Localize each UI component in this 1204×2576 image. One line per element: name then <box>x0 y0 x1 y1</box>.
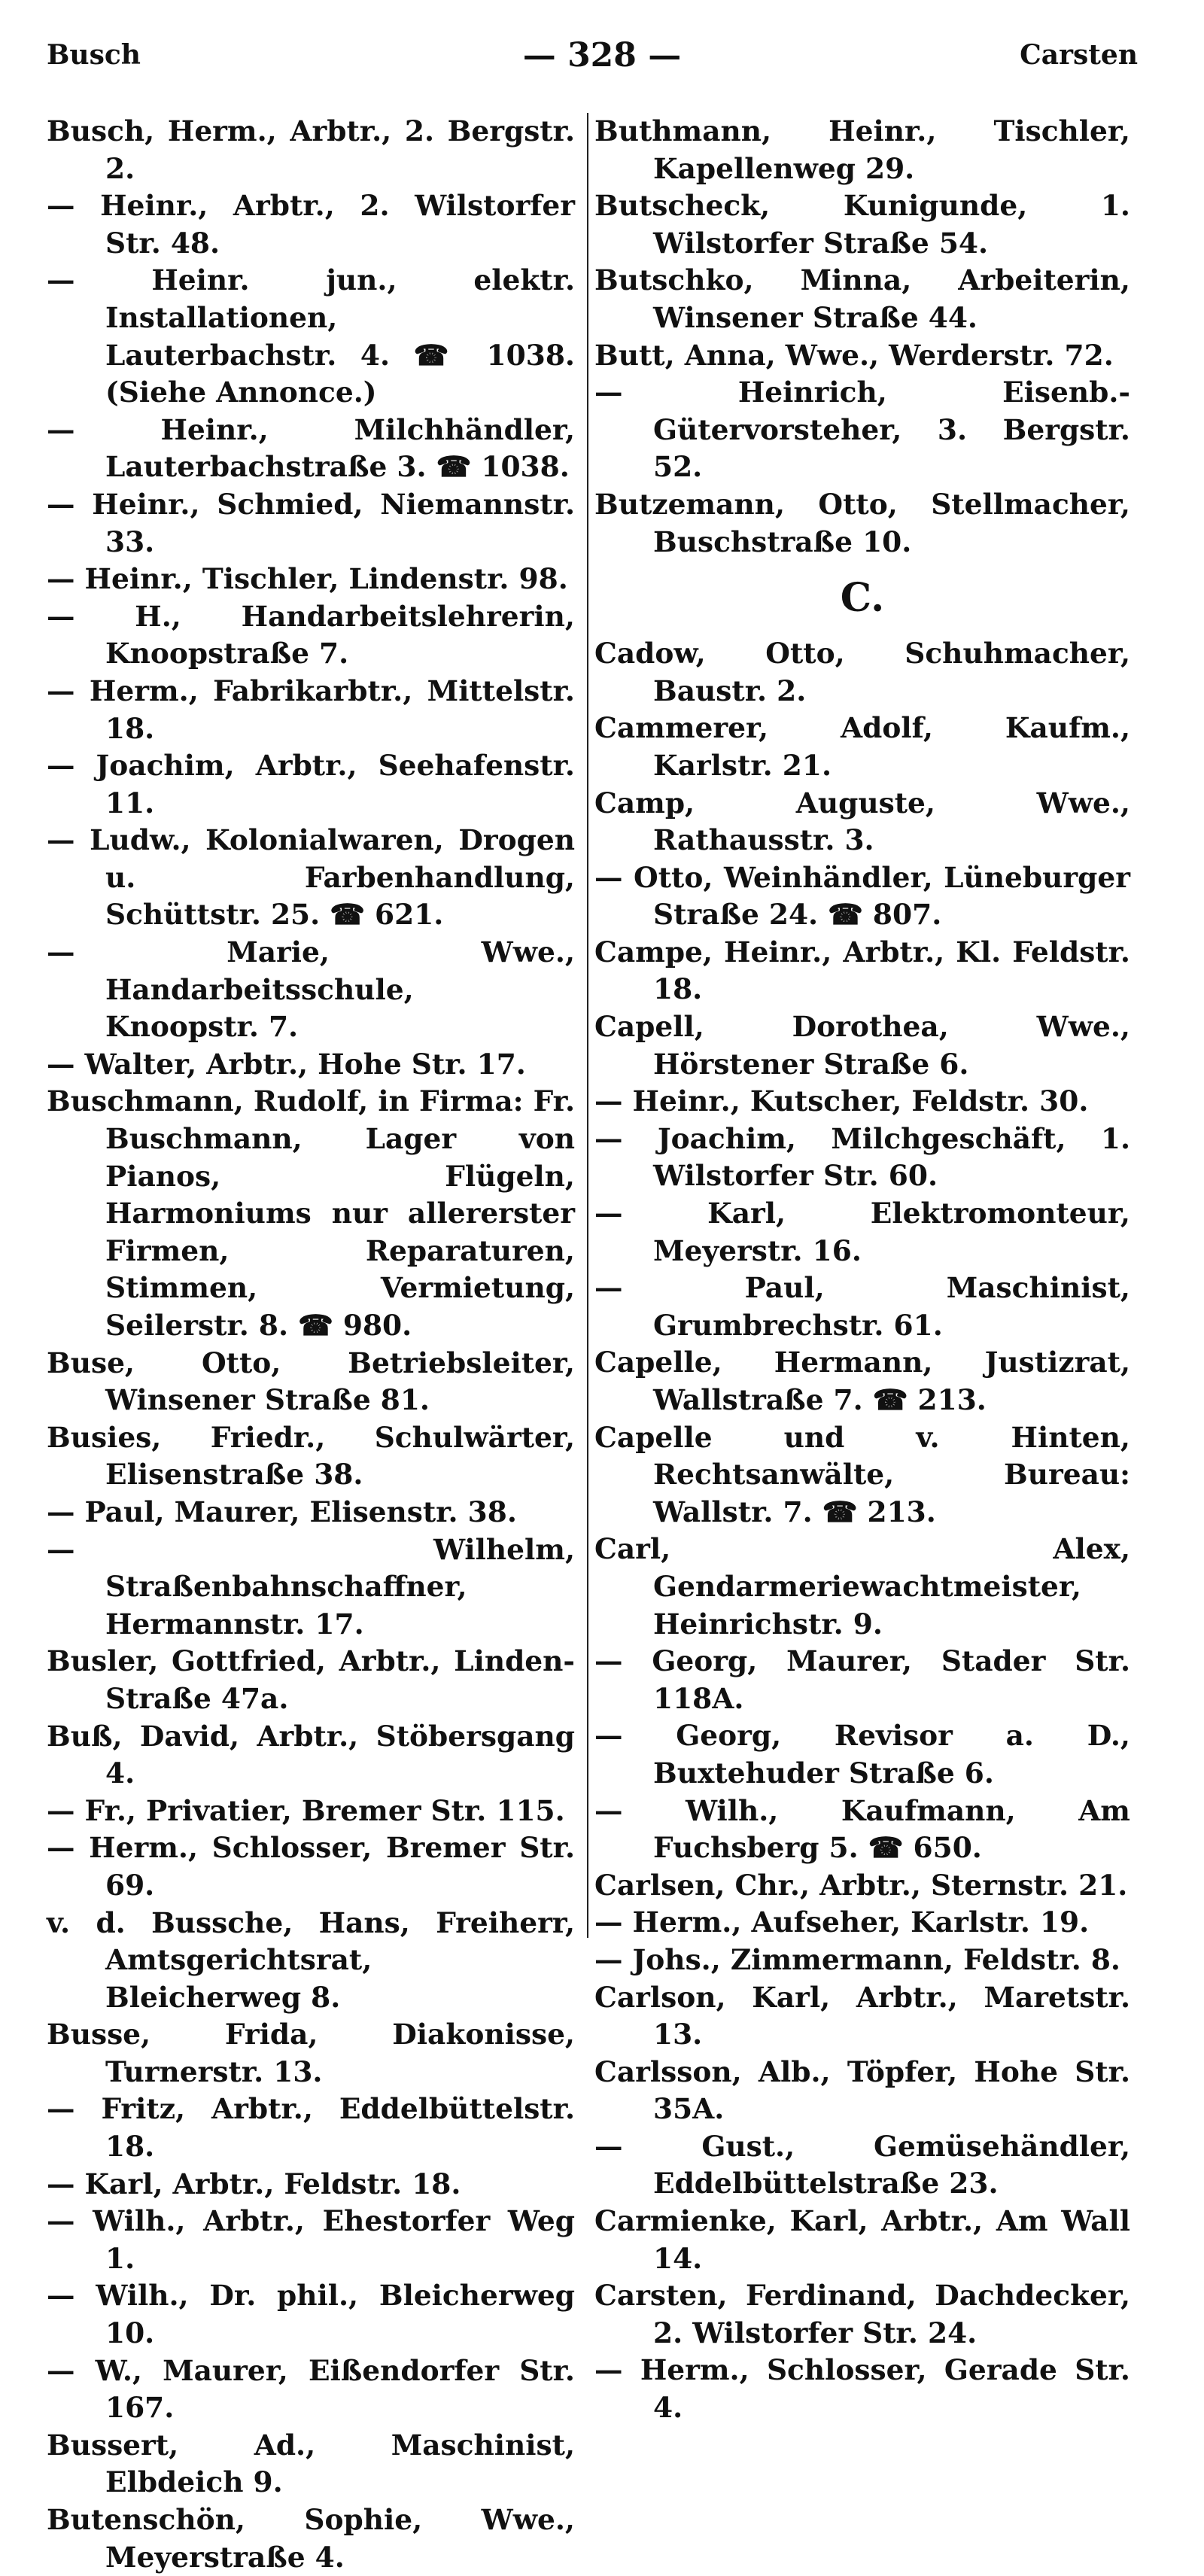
directory-entry: Carmienke, Karl, Arbtr., Am Wall 14. <box>594 2204 1130 2275</box>
directory-entry: — Georg, Revisor a. D., Buxtehuder Straße 6. <box>594 1719 1130 1790</box>
right-column-top-entries <box>594 113 1130 561</box>
directory-entry: — Karl, Arbtr., Feldstr. 18. <box>47 2167 461 2200</box>
directory-entry: — Otto, Weinhändler, Lüneburger Straße 24. ☎ 807. <box>594 860 1130 932</box>
directory-entry: — Heinr., Milchhändler, Lauterbachstraße 3. ☎ 1038. <box>47 412 575 484</box>
right-column-bottom-entries <box>594 635 1130 2427</box>
directory-entry: Busse, Frida, Diakonisse, Turnerstr. 13. <box>47 2018 575 2088</box>
directory-entry: — Marie, Wwe., Handarbeitsschule, Knoopstr. 7. <box>47 935 575 1044</box>
directory-entry: Capelle und v. Hinten, Rechtsanwälte, Bureau: Wallstr. 7. ☎ 213. <box>594 1420 1130 1528</box>
directory-entry: — Heinr., Tischler, Lindenstr. 98. <box>47 562 568 596</box>
directory-entry: — Walter, Arbtr., Hohe Str. 17. <box>47 1047 526 1081</box>
directory-entry: Carlsson, Alb., Töpfer, Hohe Str. 35A. <box>594 2054 1130 2126</box>
directory-entry: Buschmann, Rudolf, in Firma: Fr. Buschmann, Lager von Pianos, Flügeln, Harmoniums nur allererster Firmen, Reparaturen, Stimmen, Vermietung, Seilerstr. 8. ☎ 980. <box>47 1084 575 1342</box>
left-column <box>47 113 575 2576</box>
directory-entry: — Herm., Fabrikarbtr., Mittelstr. 18. <box>47 674 575 745</box>
directory-entry: — Georg, Maurer, Stader Str. 118A. <box>594 1644 1130 1715</box>
directory-entry: Butschko, Minna, Arbeiterin, Winsener Straße 44. <box>594 263 1130 334</box>
directory-entry: Camp, Auguste, Wwe., Rathausstr. 3. <box>594 786 1130 857</box>
directory-entry: — Herm., Aufseher, Karlstr. 19. <box>594 1905 1090 1939</box>
directory-entry: — Herm., Schlosser, Gerade Str. 4. <box>594 2353 1130 2425</box>
directory-entry: Cammerer, Adolf, Kaufm., Karlstr. 21. <box>594 711 1130 782</box>
directory-entry: — W., Maurer, Eißendorfer Str. 167. <box>47 2353 575 2425</box>
directory-entry: — Wilh., Kaufmann, Am Fuchsberg 5. ☎ 650. <box>594 1793 1130 1865</box>
directory-entry: Busch, Herm., Arbtr., 2. Bergstr. 2. <box>47 114 575 185</box>
directory-entry: Bussert, Ad., Maschinist, Elbdeich 9. <box>47 2428 575 2499</box>
directory-entry: — Joachim, Milchgeschäft, 1. Wilstorfer Str. 60. <box>594 1121 1130 1193</box>
directory-entry: — Joachim, Arbtr., Seehafenstr. 11. <box>47 749 575 820</box>
directory-entry: Capelle, Hermann, Justizrat, Wallstraße 7. ☎ 213. <box>594 1346 1130 1416</box>
column-divider <box>587 113 588 1938</box>
header-left-keyword: Busch <box>47 39 141 71</box>
directory-entry: Carlsen, Chr., Arbtr., Sternstr. 21. <box>594 1868 1128 1902</box>
directory-entry: Busies, Friedr., Schulwärter, Elisenstraße 38. <box>47 1420 575 1492</box>
directory-entry: Buthmann, Heinr., Tischler, Kapellenweg 29. <box>594 114 1130 185</box>
directory-entry: Carl, Alex, Gendarmeriewachtmeister, Heinrichstr. 9. <box>594 1532 1130 1641</box>
directory-entry: Carlson, Karl, Arbtr., Maretstr. 13. <box>594 1980 1130 2051</box>
directory-entry: — Gust., Gemüsehändler, Eddelbüttelstraße 23. <box>594 2129 1130 2200</box>
directory-entry: Capell, Dorothea, Wwe., Hörstener Straße 6. <box>594 1010 1130 1081</box>
directory-entry: — Wilhelm, Straßenbahnschaffner, Hermannstr. 17. <box>47 1532 575 1641</box>
directory-entry: — Heinr., Schmied, Niemannstr. 33. <box>47 487 575 558</box>
directory-entry: Carsten, Ferdinand, Dachdecker, 2. Wilstorfer Str. 24. <box>594 2279 1130 2349</box>
directory-entry: Campe, Heinr., Arbtr., Kl. Feldstr. 18. <box>594 935 1130 1006</box>
directory-entry: — Ludw., Kolonialwaren, Drogen u. Farbenhandlung, Schüttstr. 25. ☎ 621. <box>47 823 575 932</box>
directory-entry: Buse, Otto, Betriebsleiter, Winsener Straße 81. <box>47 1346 575 1417</box>
directory-entry: — Heinr., Kutscher, Feldstr. 30. <box>594 1084 1089 1118</box>
directory-entry: Butzemann, Otto, Stellmacher, Buschstraße 10. <box>594 487 1130 558</box>
section-letter: C. <box>840 575 885 622</box>
directory-entry: — Paul, Maurer, Elisenstr. 38. <box>47 1495 517 1528</box>
directory-entry: Butenschön, Sophie, Wwe., Meyerstraße 4. <box>47 2503 575 2574</box>
directory-entry: v. d. Bussche, Hans, Freiherr, Amtsgerichtsrat, Bleicherweg 8. <box>47 1905 575 2014</box>
right-column <box>594 113 1130 2427</box>
directory-entry: — Heinrich, Eisenb.-Gütervorsteher, 3. Bergstr. 52. <box>594 376 1130 484</box>
page-number: — 328 — <box>522 36 682 75</box>
directory-entry: — H., Handarbeitslehrerin, Knoopstraße 7. <box>47 599 575 671</box>
directory-entry: Busler, Gottfried, Arbtr., Linden-Straße 47a. <box>47 1644 575 1715</box>
directory-entry: — Wilh., Arbtr., Ehestorfer Weg 1. <box>47 2204 575 2275</box>
directory-entry: — Fr., Privatier, Bremer Str. 115. <box>47 1793 565 1827</box>
directory-entry: Buß, David, Arbtr., Stöbersgang 4. <box>47 1719 575 1790</box>
directory-entry: — Paul, Maschinist, Grumbrechstr. 61. <box>594 1271 1130 1342</box>
directory-entry: — Heinr., Arbtr., 2. Wilstorfer Str. 48. <box>47 189 575 260</box>
directory-entry: Butt, Anna, Wwe., Werderstr. 72. <box>594 338 1114 372</box>
header-right-keyword: Carsten <box>1020 39 1138 71</box>
directory-entry: — Karl, Elektromonteur, Meyerstr. 16. <box>594 1197 1130 1267</box>
directory-entry: Butscheck, Kunigunde, 1. Wilstorfer Straße 54. <box>594 189 1130 260</box>
directory-entry: — Johs., Zimmermann, Feldstr. 8. <box>594 1942 1120 1976</box>
directory-entry: Cadow, Otto, Schuhmacher, Baustr. 2. <box>594 637 1130 707</box>
directory-entry: — Herm., Schlosser, Bremer Str. 69. <box>47 1831 575 1902</box>
directory-entry: — Heinr. jun., elektr. Installationen, Lauterbachstr. 4. ☎ 1038. (Siehe Annonce.) <box>47 263 575 409</box>
directory-entry: — Fritz, Arbtr., Eddelbüttelstr. 18. <box>47 2092 575 2164</box>
directory-entry: — Wilh., Dr. phil., Bleicherweg 10. <box>47 2279 575 2350</box>
